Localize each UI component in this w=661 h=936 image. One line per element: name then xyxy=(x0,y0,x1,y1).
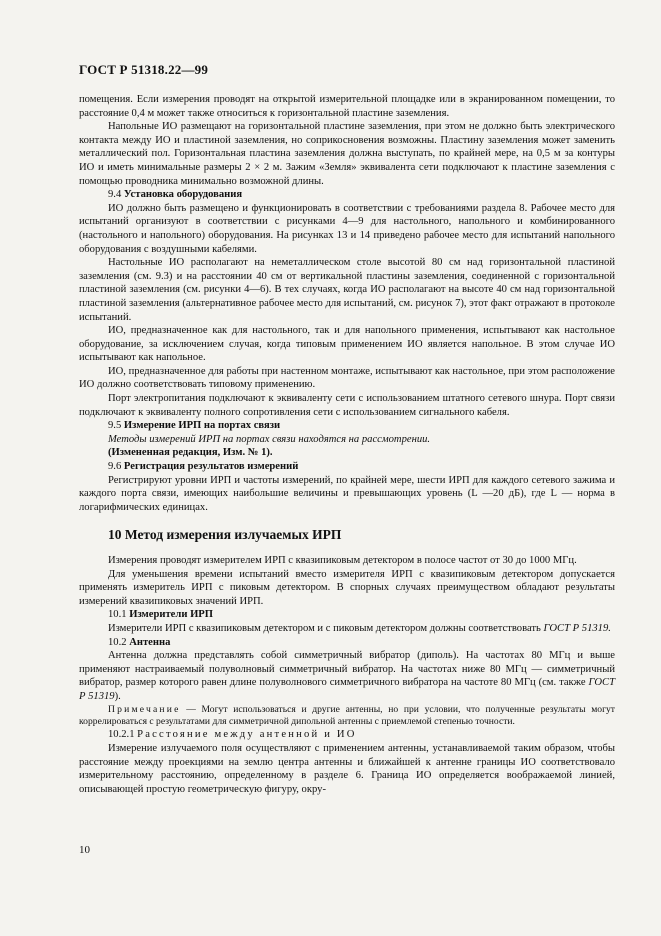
section-title: Расстояние между антенной и ИО xyxy=(137,729,357,741)
section-title: Измерение ИРП на портах связи xyxy=(123,420,281,432)
paragraph xyxy=(79,622,615,636)
section-heading-10-2-1 xyxy=(79,728,615,742)
paragraph: Регистрируют уровни ИРП и частоты измерений, по крайней мере, шести ИРП для каждого сетевого зажима и каждого порта связи, имеющих наибольшие величины и превышающих уровень (L —20 дБ), где L — норма в логарифмических единицах. xyxy=(79,474,615,513)
section-title: Антенна xyxy=(129,636,171,648)
paragraph: Напольные ИО размещают на горизонтальной пластине заземления, при этом не должно быть электрического контакта между ИО и пластиной заземления, но соприкосновения возможны. Пластину заземления может заменить металлический пол. Горизонтальная пластина заземления должна выступать, по крайней мере, на 0,5 м за контуры ИО и иметь минимальные размеры 2 × 2 м. Зажим «Земля» эквивалента сети подключают к пластине заземления с помощью проводника минимально возможной длины. xyxy=(79,121,615,187)
italic-note: Методы измерений ИРП на портах связи находятся на рассмотрении. xyxy=(108,433,431,445)
paragraph: Для уменьшения времени испытаний вместо измерителя ИРП с квазипиковым детектором допускается применять измеритель ИРП с пиковым детектором. В спорных случаях преимуществом обладают результаты измерений квазипиковых значений ИРП. xyxy=(79,568,615,607)
standard-reference: ГОСТ Р 51319 xyxy=(79,677,615,702)
section-heading-10-2 xyxy=(79,636,615,650)
section-heading-9-6 xyxy=(79,460,615,474)
paragraph: Измерения проводят измерителем ИРП с квазипиковым детектором в полосе частот от 30 до 1000 МГц. xyxy=(108,555,577,566)
section-heading-9-5 xyxy=(79,419,615,433)
section-number: 9.6 xyxy=(108,461,122,473)
section-number: 10.2 xyxy=(108,636,127,648)
note-label: Примечание xyxy=(108,703,181,715)
paragraph: ИО, предназначенное для работы при настенном монтаже, испытывают как настольное, при этом расположение ИО должно соответствовать типовому применению. xyxy=(79,365,615,391)
section-number: 10.2.1 xyxy=(108,729,135,741)
page-number: 10 xyxy=(79,844,90,856)
paragraph-text: Антенна должна представлять собой симметричный вибратор (диполь). На частотах 80 МГц и выше применяют настраиваемый полуволновый симметричный вибратор. На частотах ниже 80 МГц — симметричный вибратор, размер которого равен длине полуволнового симметричного вибратора на частоте 80 МГц (см. также xyxy=(79,650,615,689)
paragraph: помещения. Если измерения проводят на открытой измерительной площадке или в экранированном помещении, то расстояние 0,4 м может также относиться к горизонтальной пластине заземления. xyxy=(79,94,615,119)
section-number: 9.4 xyxy=(108,189,122,201)
note xyxy=(79,704,615,729)
paragraph: ИО должно быть размещено и функционировать в соответствии с требованиями раздела 8. Рабочее место для испытаний организуют в соответствии с рисунками 4—9 для настольного, напольного и комбинированного (настольного и напольного) оборудования. На рисунках 13 и 14 приведено рабочее место для испытаний напольного оборудования с воздушными кабелями. xyxy=(79,202,615,255)
document-header: ГОСТ Р 51318.22—99 xyxy=(79,62,209,77)
section-title: Регистрация результатов измерений xyxy=(123,461,299,473)
paragraph xyxy=(79,649,615,703)
paragraph: Порт электропитания подключают к эквиваленту сети с использованием штатного сетевого шнура. Порт связи подключают к эквиваленту полного сопротивления сети с использованием сигнального кабеля. xyxy=(79,393,615,418)
section-heading-10-1 xyxy=(79,608,615,622)
section-title: Измерители ИРП xyxy=(129,609,214,621)
note-text: — Могут использоваться и другие антенны, но при условии, что полученные результаты могут коррелироваться с результатами для симметричной дипольной антенны с приемлемой степенью точности. xyxy=(79,703,615,727)
section-number: 10.1 xyxy=(108,609,127,621)
paragraph: Настольные ИО располагают на неметаллическом столе высотой 80 см над горизонтальной пластиной заземления (см. 9.3) и на расстоянии 40 см от вертикальной пластины заземления, соединенной с горизонтальной пластиной заземления (см. рисунки 4—6). В тех случаях, когда ИО располагают на высоте 40 см над горизонтальной пластиной заземления (альтернативное рабочее место для испытаний, см. рисунок 7), этот факт отражают в протоколе испытаний. xyxy=(79,257,615,323)
document-body xyxy=(79,93,615,796)
section-heading-10: 10 Метод измерения излучаемых ИРП xyxy=(108,527,342,543)
section-heading-9-4 xyxy=(79,188,615,202)
standard-reference: ГОСТ Р 51319. xyxy=(543,622,611,634)
paragraph-text: Измерители ИРП с квазипиковым детектором и с пиковым детектором должны соответствовать xyxy=(108,622,544,634)
edit-note: (Измененная редакция, Изм. № 1). xyxy=(108,447,273,459)
paragraph-text: ). xyxy=(114,690,121,702)
paragraph: ИО, предназначенное как для настольного, так и для напольного применения, испытывают как настольное оборудование, за исключением случая, когда типовым применением ИО является напольное. В этом случае ИО испытывают как напольное. xyxy=(79,325,615,364)
paragraph: Измерение излучаемого поля осуществляют с применением антенны, устанавливаемой таким образом, чтобы расстояние между проекциями на землю центра антенны и ближайшей к антенне границы ИО соответствовало измерительному расстоянию, определенному в разделе 6. Граница ИО определяется воображаемой линией, описывающей простую геометрическую фигуру, окру- xyxy=(79,742,615,795)
section-title: Установка оборудования xyxy=(123,189,243,201)
section-number: 9.5 xyxy=(108,420,122,432)
